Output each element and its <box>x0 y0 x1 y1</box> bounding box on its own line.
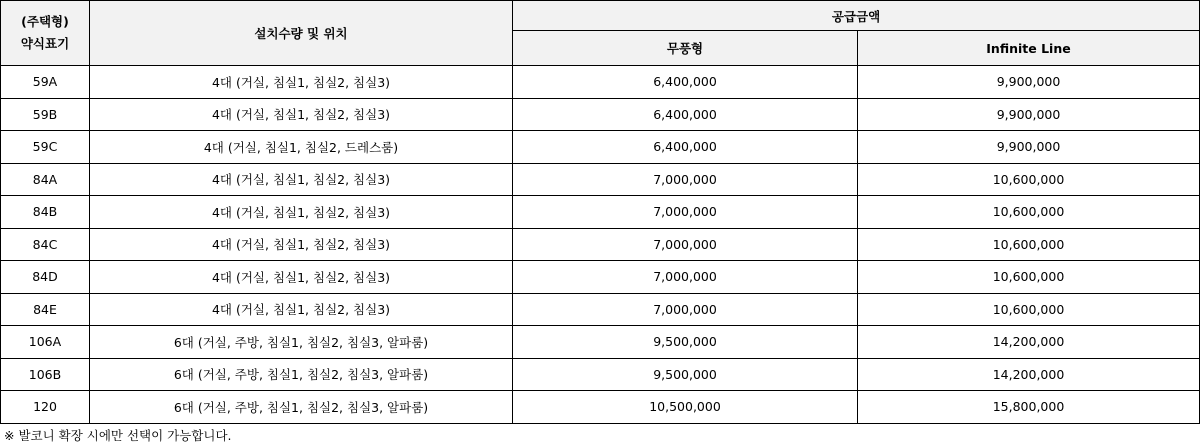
cell-install: 4대 (거실, 침실1, 침실2, 침실3) <box>90 163 513 196</box>
header-supply: 공급금액 <box>513 1 1200 31</box>
cell-install: 6대 (거실, 주방, 침실1, 침실2, 침실3, 알파룸) <box>90 358 513 391</box>
cell-infinite-price: 14,200,000 <box>858 358 1200 391</box>
cell-infinite-price: 10,600,000 <box>858 163 1200 196</box>
cell-install: 4대 (거실, 침실1, 침실2, 침실3) <box>90 196 513 229</box>
cell-type: 120 <box>1 391 90 424</box>
cell-basic-price: 9,500,000 <box>513 358 858 391</box>
table-row <box>1 358 1200 391</box>
cell-type: 84B <box>1 196 90 229</box>
header-type <box>1 1 90 66</box>
cell-basic-price: 9,500,000 <box>513 326 858 359</box>
cell-install: 4대 (거실, 침실1, 침실2, 침실3) <box>90 293 513 326</box>
cell-type: 84C <box>1 228 90 261</box>
cell-basic-price: 6,400,000 <box>513 66 858 99</box>
header-install: 설치수량 및 위치 <box>90 1 513 66</box>
table-body <box>1 66 1200 424</box>
table-row <box>1 228 1200 261</box>
cell-basic-price: 7,000,000 <box>513 163 858 196</box>
cell-infinite-price: 9,900,000 <box>858 66 1200 99</box>
cell-infinite-price: 10,600,000 <box>858 228 1200 261</box>
cell-infinite-price: 10,600,000 <box>858 261 1200 294</box>
cell-basic-price: 6,400,000 <box>513 98 858 131</box>
cell-install: 6대 (거실, 주방, 침실1, 침실2, 침실3, 알파룸) <box>90 391 513 424</box>
cell-infinite-price: 10,600,000 <box>858 196 1200 229</box>
cell-install: 4대 (거실, 침실1, 침실2, 침실3) <box>90 66 513 99</box>
cell-install: 6대 (거실, 주방, 침실1, 침실2, 침실3, 알파룸) <box>90 326 513 359</box>
cell-basic-price: 7,000,000 <box>513 261 858 294</box>
cell-type: 106A <box>1 326 90 359</box>
header-type-line1: (주택형) <box>21 14 69 29</box>
header-type-line2: 약식표기 <box>20 36 70 51</box>
table-header <box>1 1 1200 66</box>
cell-type: 84A <box>1 163 90 196</box>
table-row <box>1 196 1200 229</box>
cell-basic-price: 7,000,000 <box>513 293 858 326</box>
table-row <box>1 326 1200 359</box>
table-row <box>1 391 1200 424</box>
table-row <box>1 163 1200 196</box>
cell-type: 59B <box>1 98 90 131</box>
header-basic: 무풍형 <box>513 31 858 66</box>
cell-infinite-price: 9,900,000 <box>858 98 1200 131</box>
cell-infinite-price: 10,600,000 <box>858 293 1200 326</box>
cell-infinite-price: 9,900,000 <box>858 131 1200 164</box>
cell-basic-price: 7,000,000 <box>513 196 858 229</box>
table-row <box>1 131 1200 164</box>
cell-type: 59A <box>1 66 90 99</box>
cell-type: 59C <box>1 131 90 164</box>
cell-install: 4대 (거실, 침실1, 침실2, 드레스룸) <box>90 131 513 164</box>
cell-type: 84D <box>1 261 90 294</box>
footnote: ※ 발코니 확장 시에만 선택이 가능합니다. <box>4 428 232 443</box>
cell-basic-price: 7,000,000 <box>513 228 858 261</box>
cell-infinite-price: 15,800,000 <box>858 391 1200 424</box>
cell-install: 4대 (거실, 침실1, 침실2, 침실3) <box>90 228 513 261</box>
cell-type: 84E <box>1 293 90 326</box>
table-row <box>1 261 1200 294</box>
table-row <box>1 66 1200 99</box>
cell-basic-price: 6,400,000 <box>513 131 858 164</box>
cell-infinite-price: 14,200,000 <box>858 326 1200 359</box>
cell-install: 4대 (거실, 침실1, 침실2, 침실3) <box>90 98 513 131</box>
header-infinite: Infinite Line <box>858 31 1200 66</box>
table-row <box>1 293 1200 326</box>
cell-type: 106B <box>1 358 90 391</box>
table-row <box>1 98 1200 131</box>
cell-basic-price: 10,500,000 <box>513 391 858 424</box>
cell-install: 4대 (거실, 침실1, 침실2, 침실3) <box>90 261 513 294</box>
